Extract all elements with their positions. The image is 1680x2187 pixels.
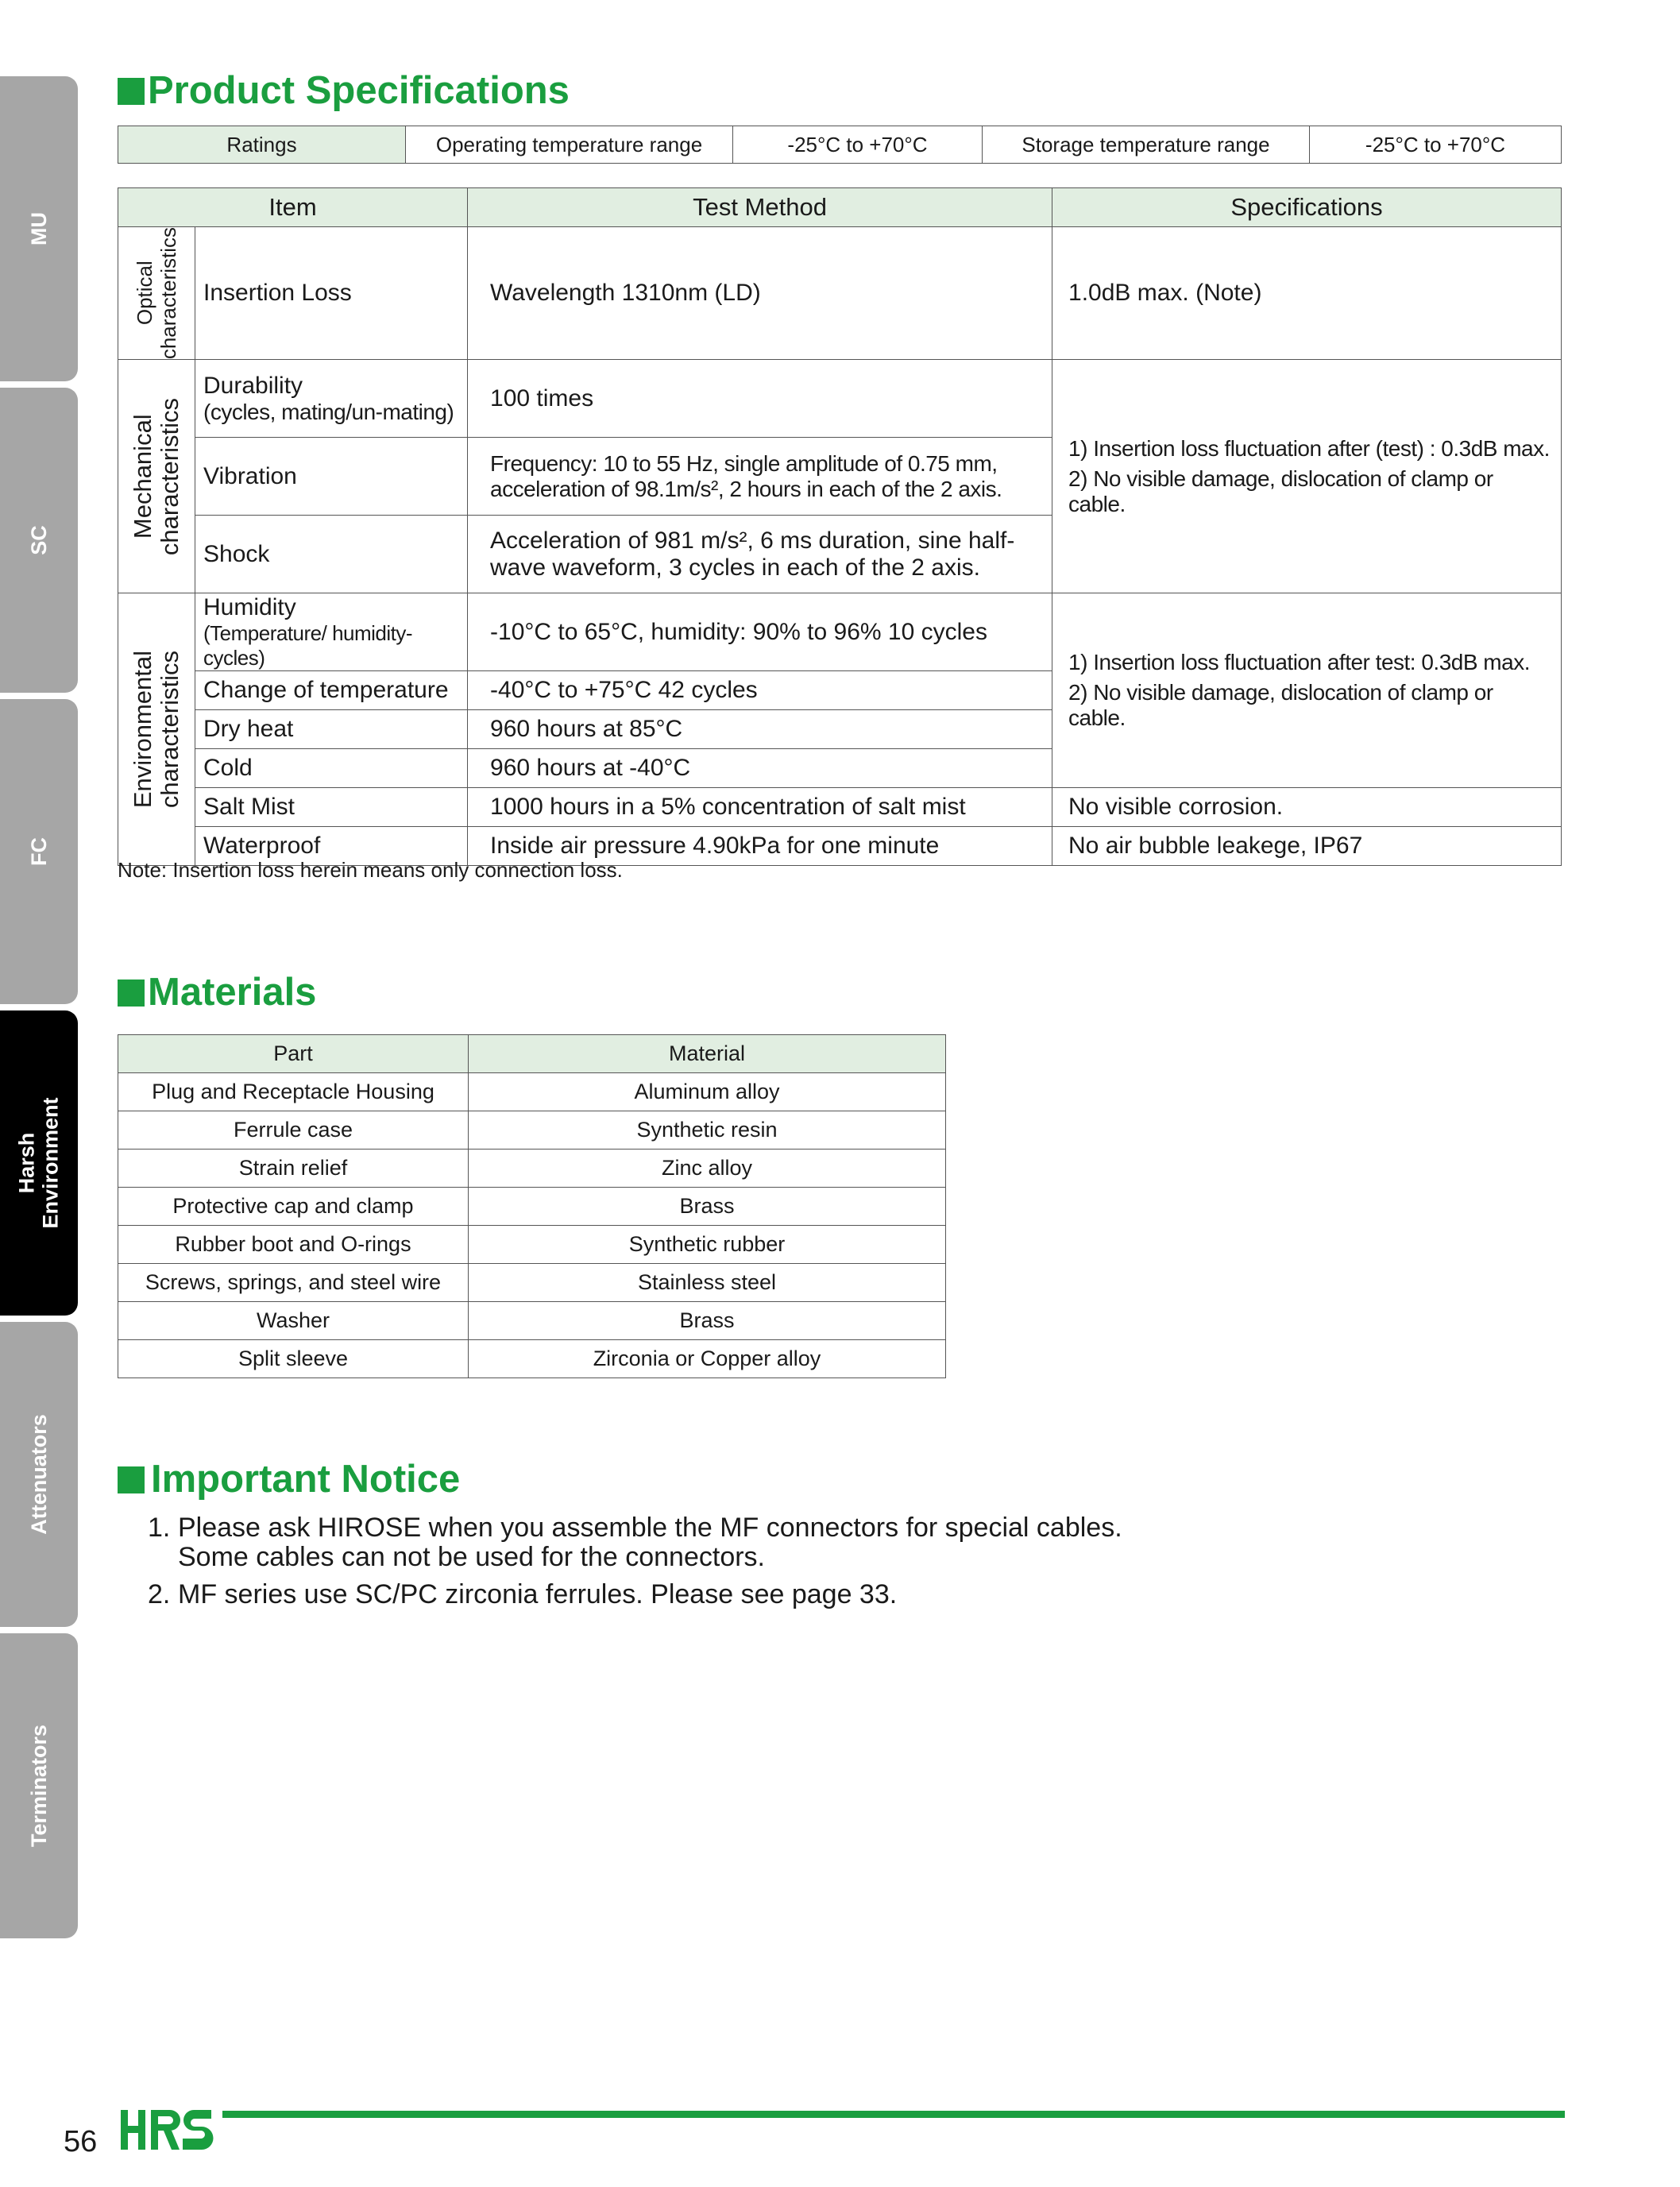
item-sublabel: (Temperature/ humidity- cycles) — [203, 620, 413, 670]
table-row — [118, 1340, 946, 1378]
header-test-method: Test Method — [468, 188, 1052, 227]
item-salt-mist: Salt Mist — [195, 788, 468, 827]
test-line: acceleration of 98.1m/s², 2 hours in each of the 2 axis. — [490, 476, 1002, 501]
materials-table — [118, 1034, 946, 1378]
item-durability — [195, 360, 468, 438]
storage-temperature-value: -25°C to +70°C — [1310, 126, 1562, 164]
notice-line: Some cables can not be used for the connectors. — [178, 1542, 766, 1572]
heading-text: Important Notice — [151, 1458, 461, 1501]
important-notice-list — [148, 1513, 1122, 1617]
item-vibration: Vibration — [195, 438, 468, 516]
category-label: Optical — [133, 261, 156, 326]
spec-line: 2) No visible damage, dislocation of clamp or cable. — [1068, 680, 1493, 731]
spec-environmental — [1052, 593, 1562, 788]
list-number: 1. — [148, 1513, 171, 1543]
header-material: Material — [469, 1035, 946, 1073]
item-waterproof: Waterproof — [195, 827, 468, 866]
table-row — [118, 1073, 946, 1111]
test-cold: 960 hours at -40°C — [468, 749, 1052, 788]
product-specifications-heading — [118, 68, 570, 113]
category-label: characteristics — [156, 227, 180, 360]
item-dry-heat: Dry heat — [195, 710, 468, 749]
category-label: characteristics — [156, 651, 183, 809]
insertion-loss-note: Note: Insertion loss herein means only connection loss. — [118, 858, 623, 882]
materials-heading — [118, 970, 316, 1014]
footer-rule — [222, 2111, 1565, 2118]
part-cell: Strain relief — [118, 1150, 469, 1188]
operating-temperature-label: Operating temperature range — [406, 126, 733, 164]
category-label: Mechanical — [129, 414, 156, 539]
part-cell: Washer — [118, 1302, 469, 1340]
category-optical — [118, 227, 195, 360]
part-cell: Screws, springs, and steel wire — [118, 1264, 469, 1302]
tab-label: Harsh — [15, 1132, 39, 1194]
table-row — [118, 1302, 946, 1340]
tab-label: MU — [27, 212, 51, 245]
material-cell: Stainless steel — [469, 1264, 946, 1302]
tab-label: Terminators — [27, 1724, 52, 1848]
tab-mu[interactable] — [0, 76, 78, 381]
item-humidity — [195, 593, 468, 671]
material-cell: Brass — [469, 1188, 946, 1226]
material-cell: Aluminum alloy — [469, 1073, 946, 1111]
material-cell: Synthetic resin — [469, 1111, 946, 1150]
tab-terminators[interactable] — [0, 1633, 78, 1938]
list-item — [148, 1580, 1122, 1609]
specifications-table — [118, 187, 1562, 866]
part-cell: Plug and Receptacle Housing — [118, 1073, 469, 1111]
table-row — [118, 1111, 946, 1150]
spec-line: 2) No visible damage, dislocation of clamp or cable. — [1068, 466, 1493, 516]
spec-waterproof: No air bubble leakege, IP67 — [1052, 827, 1562, 866]
ratings-table — [118, 126, 1562, 164]
heading-text: Materials — [148, 971, 317, 1014]
test-line: wave waveform, 3 cycles in each of the 2 axis. — [490, 554, 980, 581]
test-line: Acceleration of 981 m/s², 6 ms duration, sine half- — [490, 527, 1015, 554]
heading-square-icon — [118, 980, 145, 1007]
spec-line: 1) Insertion loss fluctuation after test: 0.3dB max. — [1068, 650, 1530, 675]
important-notice-heading — [118, 1457, 460, 1501]
hrs-logo-icon — [119, 2105, 214, 2154]
notice-line: Please ask HIROSE when you assemble the MF connectors for special cables. — [178, 1513, 1122, 1543]
heading-text: Product Specifications — [148, 69, 570, 112]
part-cell: Ferrule case — [118, 1111, 469, 1150]
test-insertion-loss: Wavelength 1310nm (LD) — [468, 227, 1052, 360]
notice-line: MF series use SC/PC zirconia ferrules. Please see page 33. — [178, 1579, 898, 1609]
header-part: Part — [118, 1035, 469, 1073]
test-humidity: -10°C to 65°C, humidity: 90% to 96% 10 cycles — [468, 593, 1052, 671]
item-change-of-temperature: Change of temperature — [195, 671, 468, 710]
material-cell: Zirconia or Copper alloy — [469, 1340, 946, 1378]
test-durability: 100 times — [468, 360, 1052, 438]
spec-insertion-loss: 1.0dB max. (Note) — [1052, 227, 1562, 360]
material-cell: Brass — [469, 1302, 946, 1340]
tab-label: FC — [27, 837, 51, 866]
spec-mechanical — [1052, 360, 1562, 593]
test-vibration — [468, 438, 1052, 516]
storage-temperature-label: Storage temperature range — [983, 126, 1310, 164]
table-row — [118, 1226, 946, 1264]
item-sublabel: (cycles, mating/un-mating) — [203, 399, 454, 424]
tab-attenuators[interactable] — [0, 1322, 78, 1627]
part-cell: Rubber boot and O-rings — [118, 1226, 469, 1264]
tab-harsh-environment[interactable] — [0, 1010, 78, 1316]
tab-label: SC — [26, 525, 51, 555]
category-label: Environmental — [129, 651, 156, 809]
tab-label: Attenuators — [27, 1414, 52, 1535]
part-cell: Protective cap and clamp — [118, 1188, 469, 1226]
part-cell: Split sleeve — [118, 1340, 469, 1378]
table-row — [118, 1264, 946, 1302]
operating-temperature-value: -25°C to +70°C — [733, 126, 983, 164]
tab-fc[interactable] — [0, 699, 78, 1004]
header-item: Item — [118, 188, 468, 227]
list-number: 2. — [148, 1579, 171, 1609]
item-label: Durability — [203, 372, 303, 399]
table-row — [118, 1150, 946, 1188]
test-salt-mist: 1000 hours in a 5% concentration of salt mist — [468, 788, 1052, 827]
list-item — [148, 1513, 1122, 1572]
header-specifications: Specifications — [1052, 188, 1562, 227]
category-environmental — [118, 593, 195, 866]
page-number: 56 — [64, 2125, 98, 2158]
test-waterproof: Inside air pressure 4.90kPa for one minute — [468, 827, 1052, 866]
ratings-label: Ratings — [118, 126, 406, 164]
tab-label: Environment — [39, 1097, 63, 1229]
item-label: Humidity — [203, 593, 296, 620]
test-line: Frequency: 10 to 55 Hz, single amplitude of 0.75 mm, — [490, 450, 998, 476]
item-cold: Cold — [195, 749, 468, 788]
spec-salt-mist: No visible corrosion. — [1052, 788, 1562, 827]
heading-square-icon — [118, 78, 145, 105]
category-mechanical — [118, 360, 195, 593]
material-cell: Zinc alloy — [469, 1150, 946, 1188]
tab-sc[interactable] — [0, 388, 78, 693]
material-cell: Synthetic rubber — [469, 1226, 946, 1264]
spec-line: 1) Insertion loss fluctuation after (test) : 0.3dB max. — [1068, 435, 1550, 461]
category-label: characteristics — [156, 397, 183, 555]
item-shock: Shock — [195, 516, 468, 593]
table-row — [118, 1188, 946, 1226]
test-dry-heat: 960 hours at 85°C — [468, 710, 1052, 749]
test-shock — [468, 516, 1052, 593]
heading-square-icon — [118, 1466, 145, 1493]
item-insertion-loss: Insertion Loss — [195, 227, 468, 360]
test-change-of-temperature: -40°C to +75°C 42 cycles — [468, 671, 1052, 710]
